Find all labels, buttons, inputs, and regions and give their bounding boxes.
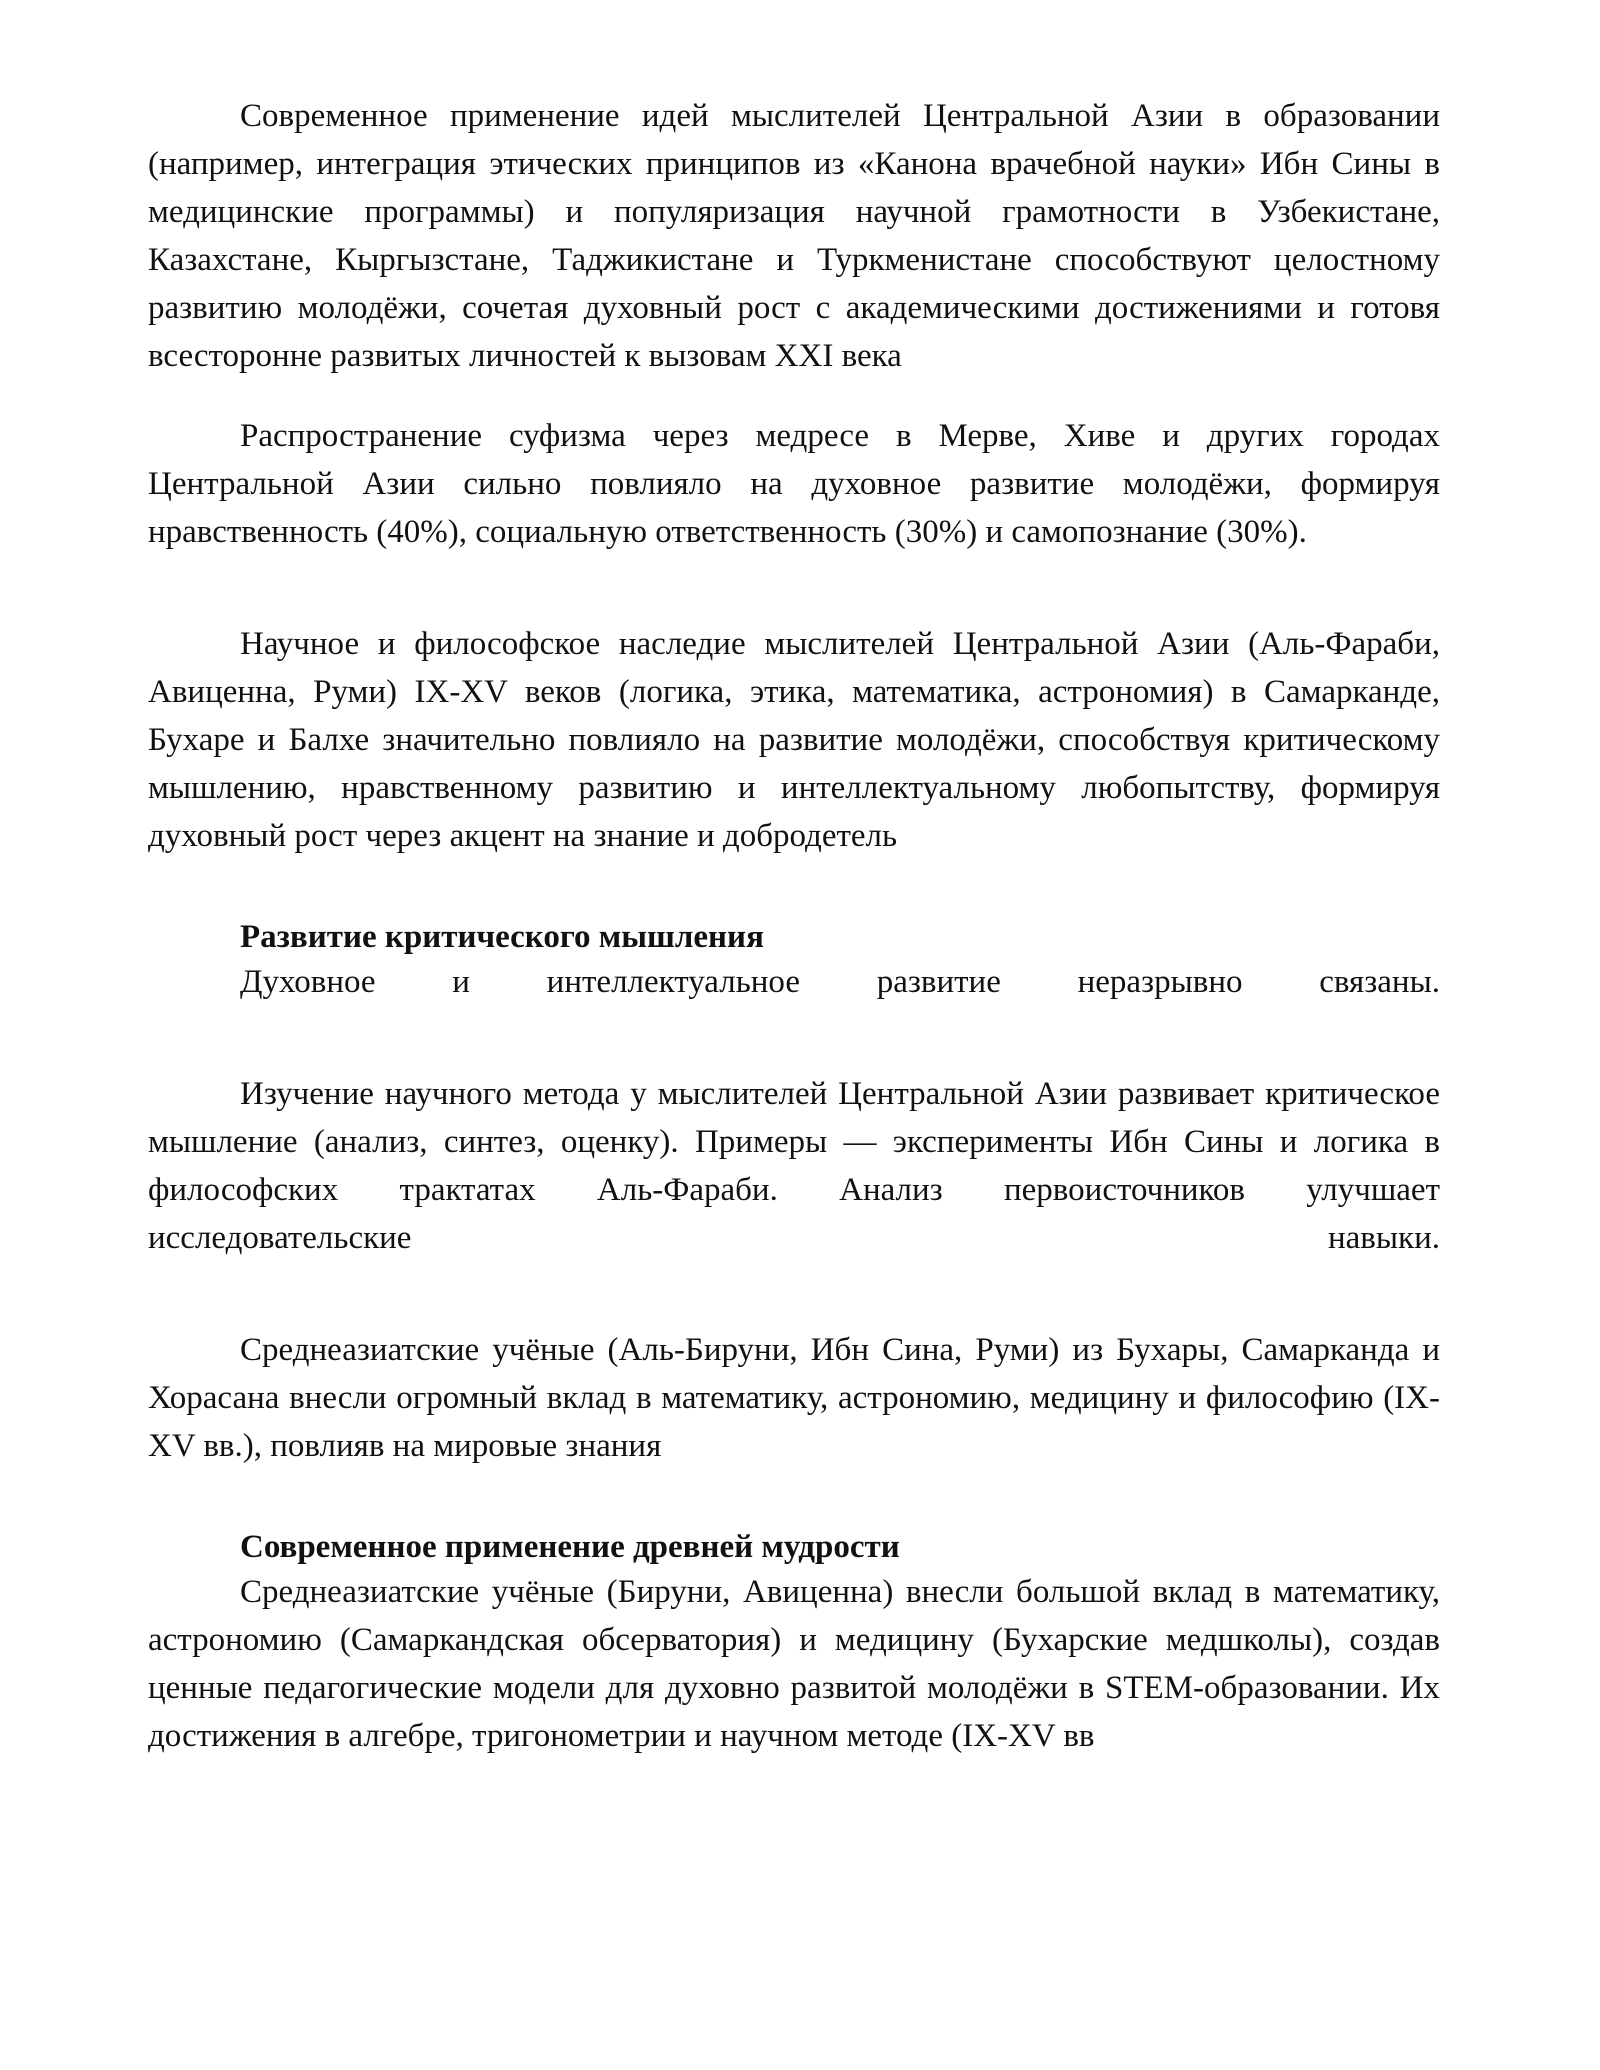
paragraph-stem-education: Среднеазиатские учёные (Бируни, Авиценна) внесли большой вклад в математику, астрономию (Самаркандская обсерватория) и медицину (Бухарские медшколы), создав ценные педагогические модели для духовно развитой молодёжи в STEM-образовании. Их достижения в алгебре, тригонометрии и научном методе (IX-XV вв (148, 1574, 1440, 1754)
spacer (148, 860, 1440, 916)
document-page (148, 92, 1440, 1760)
spacer (148, 1470, 1440, 1526)
paragraph-scientific-heritage: Научное и философское наследие мыслителей Центральной Азии (Аль-Фараби, Авиценна, Руми) IX-XV веков (логика, этика, математика, астрономия) в Самарканде, Бухаре и Балхе значительно повлияло на развитие молодёжи, способствуя критическому мышлению, нравственному развитию и интеллектуальному любопытству, формируя духовный рост через акцент на знание и добродетель (148, 626, 1440, 854)
spacer (148, 556, 1440, 620)
heading-ancient-wisdom: Современное применение древней мудрости (240, 1529, 900, 1565)
heading-critical-thinking: Развитие критического мышления (240, 919, 764, 955)
spacer (148, 1262, 1440, 1326)
paragraph-modern-application: Современное применение идей мыслителей Центральной Азии в образовании (например, интеграция этических принципов из «Канона врачебной науки» Ибн Сины в медицинские программы) и популяризация научной грамотности в Узбекистане, Казахстане, Кыргызстане, Таджикистане и Туркменистане способствуют целостному развитию молодёжи, сочетая духовный рост с академическими достижениями и готовя всесторонне развитых личностей к вызовам XXI века (148, 98, 1440, 374)
paragraph-central-asian-scholars: Среднеазиатские учёные (Аль-Бируни, Ибн Сина, Руми) из Бухары, Самарканда и Хорасана внесли огромный вклад в математику, астрономию, медицину и философию (IX-XV вв.), повлияв на мировые знания (148, 1332, 1440, 1464)
paragraph-sufism-spread: Распространение суфизма через медресе в Мерве, Хиве и других городах Центральной Азии сильно повлияло на духовное развитие молодёжи, формируя нравственность (40%), социальную ответственность (30%) и самопознание (30%). (148, 418, 1440, 550)
spacer (148, 380, 1440, 412)
paragraph-scientific-method: Изучение научного метода у мыслителей Центральной Азии развивает критическое мышление (анализ, синтез, оценку). Примеры — эксперименты Ибн Сины и логика в философских трактатах Аль-Фараби. Анализ первоисточников улучшает исследовательские навыки. (148, 1076, 1440, 1256)
paragraph-spiritual-intellectual: Духовное и интеллектуальное развитие неразрывно связаны. (240, 964, 1440, 1000)
spacer (148, 1006, 1440, 1070)
